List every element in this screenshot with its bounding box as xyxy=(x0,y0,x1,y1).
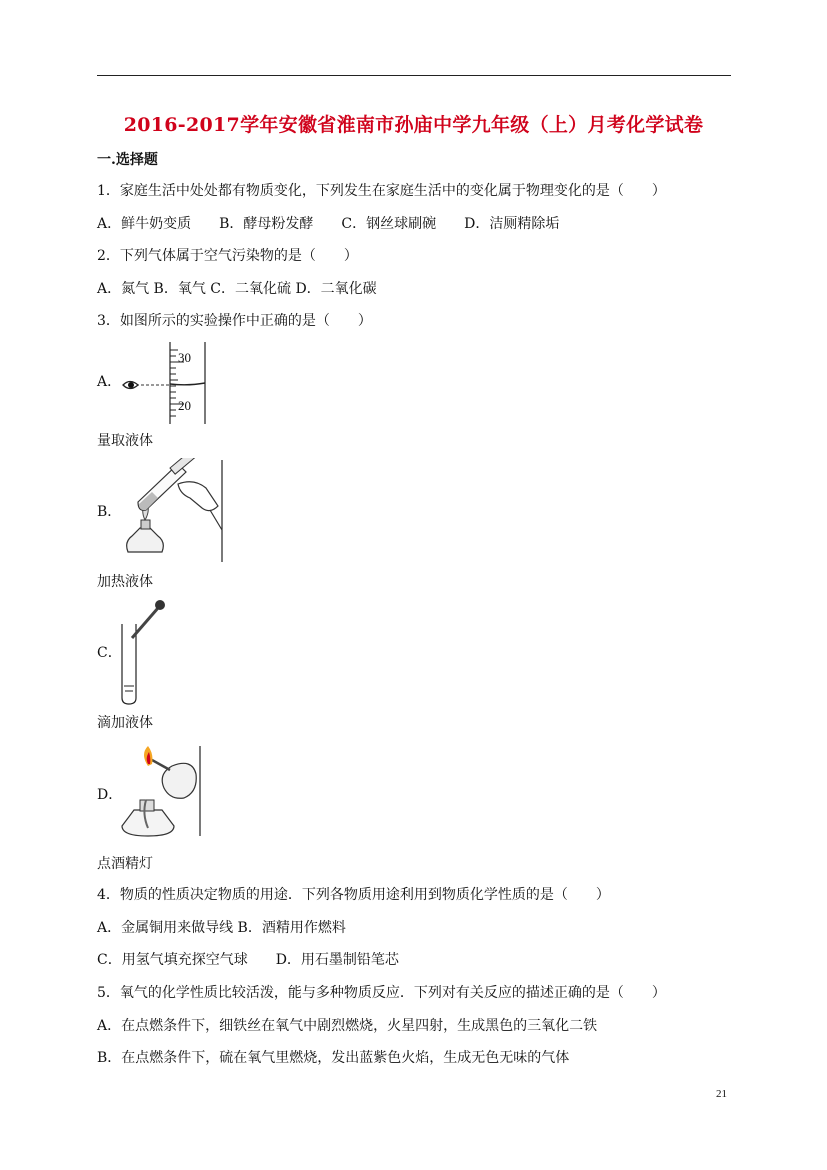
q2-stem: 2．下列气体属于空气污染物的是（ ） xyxy=(97,248,358,264)
graduated-cylinder-figure xyxy=(118,340,208,430)
section-heading: 一.选择题 xyxy=(97,152,158,168)
q3-stem: 3．如图所示的实验操作中正确的是（ ） xyxy=(97,313,372,329)
header-rule xyxy=(97,75,731,76)
heating-liquid-figure xyxy=(118,458,226,564)
q3-option-d-label: D． xyxy=(97,787,123,803)
dropper-figure xyxy=(118,598,170,706)
q5-option-b: B．在点燃条件下，硫在氧气里燃烧，发出蓝紫色火焰，生成无色无味的气体 xyxy=(97,1050,570,1066)
q3-option-c-label: C． xyxy=(97,645,122,661)
tick-label-20: 20 xyxy=(178,398,191,413)
q4-stem: 4．物质的性质决定物质的用途．下列各物质用途利用到物质化学性质的是（ ） xyxy=(97,887,610,903)
q1-options: A．鲜牛奶变质 B．酵母粉发酵 C．钢丝球刷碗 D．洁厕精除垢 xyxy=(97,216,560,232)
q5-stem: 5．氧气的化学性质比较活泼，能与多种物质反应．下列对有关反应的描述正确的是（ ） xyxy=(97,985,666,1001)
q4-options-row1: A．金属铜用来做导线 B．酒精用作燃料 xyxy=(97,920,346,936)
page-number: 21 xyxy=(716,1088,727,1100)
q3-option-a-label: A． xyxy=(97,374,122,390)
q3-option-c-caption: 滴加液体 xyxy=(97,715,153,731)
q5-option-a: A．在点燃条件下，细铁丝在氧气中剧烈燃烧，火星四射，生成黑色的三氧化二铁 xyxy=(97,1018,598,1034)
alcohol-lamp-figure xyxy=(118,744,206,838)
exam-title: 2016-2017学年安徽省淮南市孙庙中学九年级（上）月考化学试卷 xyxy=(123,114,704,136)
q1-stem: 1．家庭生活中处处都有物质变化，下列发生在家庭生活中的变化属于物理变化的是（ ） xyxy=(97,183,666,199)
q3-option-d-caption: 点酒精灯 xyxy=(97,856,153,872)
q4-options-row2: C．用氢气填充探空气球 D．用石墨制铅笔芯 xyxy=(97,952,399,968)
tick-label-30: 30 xyxy=(178,350,191,365)
q3-option-b-caption: 加热液体 xyxy=(97,574,153,590)
q3-option-a-caption: 量取液体 xyxy=(97,433,153,449)
q3-option-b-label: B． xyxy=(97,504,122,520)
q2-options: A．氮气 B．氧气 C．二氧化硫 D．二氧化碳 xyxy=(97,281,377,297)
